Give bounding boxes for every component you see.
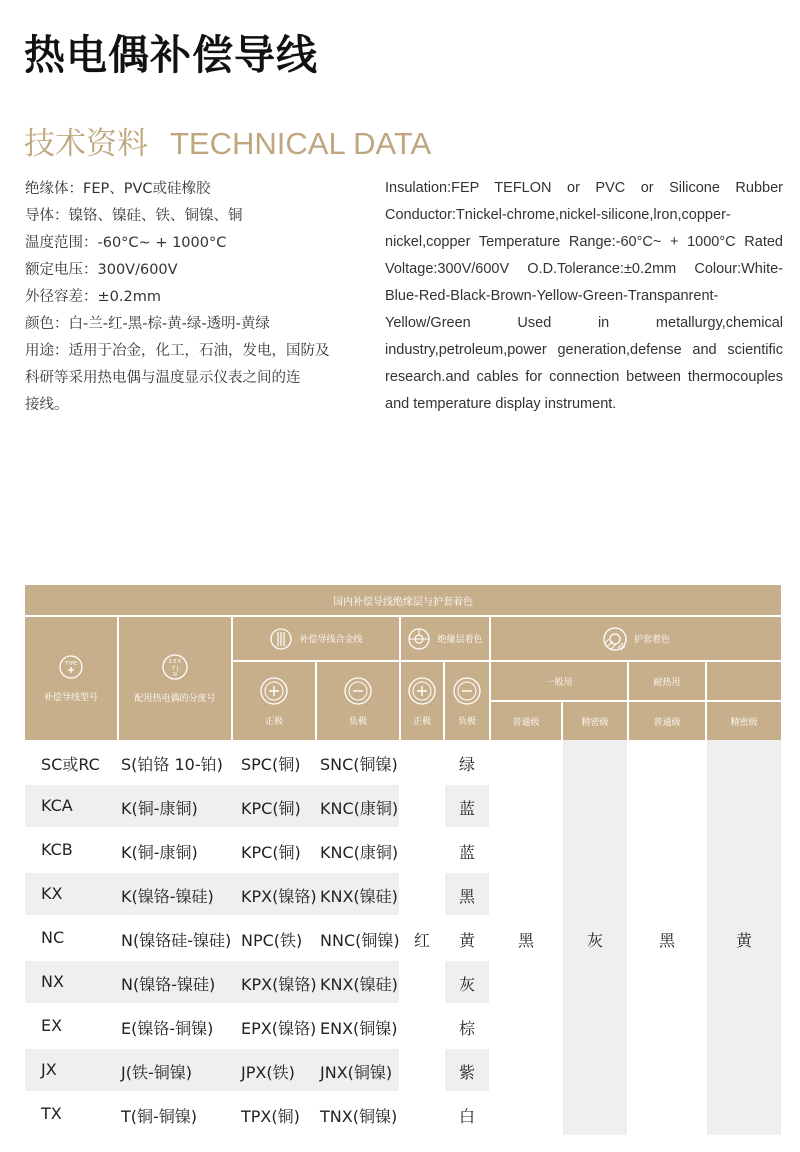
- cell-model: TX: [41, 1104, 62, 1123]
- header-general: 一般用: [491, 662, 627, 700]
- cell-thermocouple: T(铜-铜镍): [121, 1107, 198, 1126]
- header-negative-label: 负极: [348, 715, 367, 726]
- cell-model: KCA: [41, 796, 73, 815]
- cell-negative: TNX(铜镍): [320, 1107, 398, 1126]
- svg-text:TYPE: TYPE: [64, 661, 78, 667]
- alloy-wire-icon: [269, 627, 293, 651]
- cell-negative: JNX(铜镍): [320, 1063, 393, 1082]
- header-normal-grade: 普通级: [491, 702, 561, 740]
- cell-ins-negative: 棕: [458, 1019, 475, 1038]
- cell-positive: KPX(镍铬): [241, 887, 317, 906]
- header-insulation-label: 绝缘层着色: [437, 634, 483, 644]
- header-ins-negative: [445, 662, 489, 740]
- header-heat: 耐热用: [629, 662, 705, 700]
- header-positive-label: 正极: [264, 715, 283, 726]
- cell-positive: KPC(铜): [241, 843, 301, 862]
- plus-icon: [259, 676, 289, 706]
- cell-sheath-heat-normal: 黑: [658, 931, 675, 950]
- cell-negative: SNC(铜镍): [320, 755, 398, 774]
- header-precision-grade: 精密级: [563, 702, 627, 740]
- cell-thermocouple: E(镍铬-铜镍): [121, 1019, 214, 1038]
- header-alloy: [233, 617, 399, 660]
- page-title: 热电偶补偿导线: [24, 31, 318, 79]
- svg-text:S E K: S E K: [168, 659, 182, 665]
- header-sheath-label: 护套着色: [633, 634, 670, 644]
- type-icon: [58, 654, 84, 680]
- cell-model: NC: [41, 928, 65, 947]
- cell-ins-negative: 黑: [458, 887, 475, 906]
- svg-text:N: N: [173, 672, 177, 678]
- cell-sheath-general-precision: 灰: [586, 931, 603, 950]
- cell-ins-negative: 黄: [458, 931, 475, 950]
- cell-thermocouple: N(镍铬-镍硅): [121, 975, 216, 994]
- cell-ins-negative: 蓝: [458, 843, 475, 862]
- spec-text-en: Insulation:FEP TEFLON or PVC or Silicone Rubber Conductor:Tnickel-chrome,nickel-silicone,lron,copper-nickel,copper Temperature Range:-60°C~ + 1000°C Rated Voltage:300V/600V O.D.Tolerance:±0.2mm Colour:White-Blue-Red-Black-Brown-Yellow-Green-Transpanrent-Yellow/Green Used in metallurgy,chemical industry,petroleum,power generation,defense and scientific research.and cables for connection between thermocouples and temperature display instrument.: [385, 180, 783, 412]
- header-heat-blank: [707, 662, 781, 700]
- header-sheath: [491, 617, 781, 660]
- table-caption: 国内补偿导线绝缘层与护套着色: [25, 585, 781, 615]
- svg-text:T J: T J: [171, 666, 179, 672]
- spec-line: 用途：适用于冶金，化工，石油，发电，国防及: [25, 343, 330, 359]
- cell-negative: KNX(镍硅): [320, 887, 398, 906]
- graduation-icon: [161, 653, 189, 681]
- cell-positive: TPX(铜): [241, 1107, 300, 1126]
- header-negative: [317, 662, 399, 740]
- cell-negative: KNX(镍硅): [320, 975, 398, 994]
- header-ins-positive: [401, 662, 443, 740]
- minus-icon: [343, 676, 373, 706]
- header-ins-positive-label: 正极: [412, 715, 431, 726]
- cell-model: JX: [41, 1060, 57, 1079]
- cell-ins-negative: 绿: [458, 755, 475, 774]
- cell-thermocouple: N(镍铬硅-镍硅): [121, 931, 232, 950]
- header-thermocouple-label: 配用热电偶的分度号: [134, 693, 216, 703]
- cell-sheath-general-normal: 黑: [517, 931, 534, 950]
- cell-negative: KNC(康铜): [320, 799, 399, 818]
- header-model: [25, 617, 117, 740]
- spec-line: 导体：镍铬、镍硅、铁、铜镍、铜: [25, 208, 243, 224]
- spec-line: 颜色：白-兰-红-黑-棕-黄-绿-透明-黄绿: [25, 316, 270, 332]
- cell-model: KX: [41, 884, 63, 903]
- header-precision-grade-2: 精密级: [707, 702, 781, 740]
- cell-thermocouple: K(镍铬-镍硅): [121, 887, 214, 906]
- header-model-label: 补偿导线型号: [43, 692, 98, 702]
- insulation-icon: [407, 627, 431, 651]
- section-title-cn: 技术资料: [24, 126, 148, 162]
- header-alloy-label: 补偿导线合金线: [299, 634, 363, 644]
- cell-model: SC或RC: [41, 755, 100, 774]
- spec-line: 额定电压：300V/600V: [25, 262, 178, 278]
- cell-positive: KPX(镍铬): [241, 975, 317, 994]
- section-title: [24, 118, 431, 163]
- header-normal-grade-2: 普通级: [629, 702, 705, 740]
- cell-ins-negative: 紫: [458, 1063, 475, 1082]
- header-ins-negative-label: 负极: [457, 715, 476, 726]
- cell-negative: NNC(铜镍): [320, 931, 400, 950]
- cell-thermocouple: J(铁-铜镍): [121, 1063, 192, 1082]
- header-positive: [233, 662, 315, 740]
- cell-ins-negative: 灰: [458, 975, 475, 994]
- sheath-icon: [602, 626, 628, 652]
- cell-thermocouple: K(铜-康铜): [121, 843, 198, 862]
- spec-list-cn: [25, 176, 355, 419]
- cell-model: EX: [41, 1016, 63, 1035]
- cell-positive: KPC(铜): [241, 799, 301, 818]
- spec-line: 外径容差：±0.2mm: [25, 289, 161, 305]
- cell-positive: JPX(铁): [241, 1063, 295, 1082]
- cell-ins-negative: 白: [458, 1107, 475, 1126]
- spec-line: 科研等采用热电偶与温度显示仪表之间的连: [25, 370, 301, 386]
- spec-line: 接线。: [25, 397, 69, 413]
- cell-positive: SPC(铜): [241, 755, 301, 774]
- minus-icon: [452, 676, 482, 706]
- spec-line: 绝缘体：FEP、PVC或硅橡胶: [25, 181, 211, 197]
- cell-thermocouple: K(铜-康铜): [121, 799, 198, 818]
- cell-ins-positive: 红: [413, 931, 430, 950]
- cell-model: KCB: [41, 840, 73, 859]
- cell-positive: NPC(铁): [241, 931, 303, 950]
- header-thermocouple: [119, 617, 231, 740]
- cell-negative: ENX(铜镍): [320, 1019, 398, 1038]
- section-title-en: TECHNICAL DATA: [170, 126, 432, 161]
- cell-ins-negative: 蓝: [458, 799, 475, 818]
- cell-model: NX: [41, 972, 64, 991]
- header-insulation: [401, 617, 489, 660]
- cell-sheath-heat-precision: 黄: [735, 931, 752, 950]
- cell-negative: KNC(康铜): [320, 843, 399, 862]
- color-table: [25, 585, 781, 1135]
- plus-icon: [407, 676, 437, 706]
- spec-line: 温度范围：-60°C~ + 1000°C: [25, 235, 227, 251]
- cell-thermocouple: S(铂铬 10-铂): [121, 755, 223, 774]
- cell-positive: EPX(镍铬): [241, 1019, 317, 1038]
